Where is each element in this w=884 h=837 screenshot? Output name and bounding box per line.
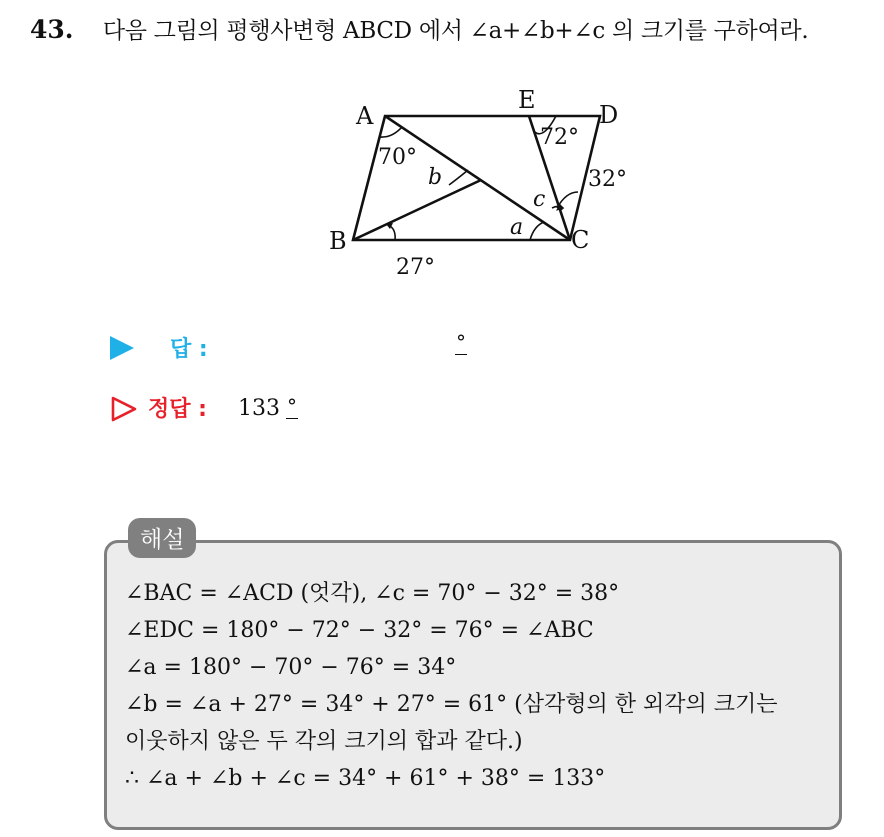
vertex-label-b: B <box>329 227 347 255</box>
explanation-tab: 해설 <box>128 518 196 558</box>
answer-unit-field[interactable]: ° <box>456 330 466 354</box>
outline-triangle-right-icon <box>110 395 138 423</box>
angle-label-a: a <box>510 215 524 240</box>
parallelogram-diagram <box>320 80 650 290</box>
vertex-label-d: D <box>599 101 619 129</box>
correct-answer-row <box>110 392 610 428</box>
explanation-line-1: ∠BAC = ∠ACD (엇각), ∠c = 70° − 32° = 38° <box>125 581 620 606</box>
question-text: 다음 그림의 평행사변형 ABCD 에서 ∠a+∠b+∠c 의 크기를 구하여라. <box>102 18 809 44</box>
answer-row <box>110 330 610 366</box>
answer-label: 답 : <box>170 337 208 362</box>
arc-angle-b-27 <box>390 226 395 240</box>
filled-triangle-right-icon <box>110 336 134 360</box>
arc-angle-b-label <box>449 170 468 185</box>
explanation-line-5: 이웃하지 않은 두 각의 크기의 합과 같다.) <box>125 729 523 754</box>
arc-angle-a-70 <box>380 127 402 137</box>
correct-answer-unit: ° <box>287 394 297 418</box>
segment-b-to-ac <box>353 180 481 240</box>
arc-angle-a-small <box>530 222 544 240</box>
vertex-label-e: E <box>518 86 536 114</box>
correct-answer-value: 133 <box>238 396 280 421</box>
angle-label-32: 32° <box>588 167 627 192</box>
angle-label-72: 72° <box>540 125 579 150</box>
vertex-label-a: A <box>356 102 374 130</box>
correct-answer-label: 정답 : <box>148 397 207 422</box>
angle-label-c: c <box>533 187 546 212</box>
explanation-content <box>125 575 835 797</box>
explanation-line-2: ∠EDC = 180° − 72° − 32° = 76° = ∠ABC <box>125 618 594 643</box>
question-header <box>30 14 870 47</box>
vertex-label-c: C <box>571 226 590 254</box>
question-number: 43. <box>30 15 74 44</box>
explanation-line-4: ∠b = ∠a + 27° = 34° + 27° = 61° (삼각형의 한 외각의 크기는 <box>125 692 778 717</box>
angle-label-70: 70° <box>378 145 417 170</box>
explanation-line-6: ∴ ∠a + ∠b + ∠c = 34° + 61° + 38° = 133° <box>125 766 606 791</box>
parallelogram-figure <box>320 80 650 290</box>
angle-label-b: b <box>428 165 443 190</box>
explanation-line-3: ∠a = 180° − 70° − 76° = 34° <box>125 655 457 680</box>
angle-label-27: 27° <box>396 255 435 280</box>
